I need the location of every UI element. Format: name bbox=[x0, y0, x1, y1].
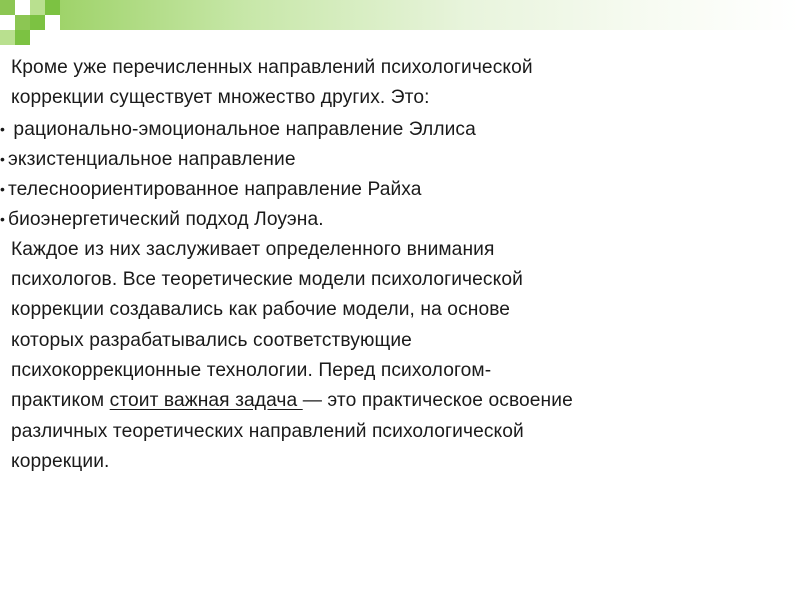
bullet-icon: • bbox=[0, 181, 6, 198]
body-line: коррекции. bbox=[11, 450, 110, 472]
deco-square bbox=[30, 15, 45, 30]
body-line: практиком стоит важная задача — это практическое освоение bbox=[11, 390, 573, 412]
list-item: • телесноориентированное направление Райха bbox=[0, 174, 800, 204]
bullet-icon: • bbox=[0, 120, 6, 137]
header-gradient-bar bbox=[60, 0, 800, 30]
body-line: психологов. Все теоретические модели психологической bbox=[11, 269, 523, 291]
list-item: • экзистенциальное направление bbox=[0, 144, 800, 174]
bullet-icon: • bbox=[0, 150, 6, 167]
decorative-checker-squares bbox=[0, 0, 80, 50]
deco-square bbox=[15, 30, 30, 45]
body-line: различных теоретических направлений психологической bbox=[11, 420, 524, 442]
deco-square bbox=[0, 30, 15, 45]
underlined-phrase: стоит важная задача bbox=[109, 390, 303, 412]
deco-square bbox=[15, 15, 30, 30]
list-item: • биоэнергетический подход Лоуэна. bbox=[0, 204, 800, 234]
deco-square bbox=[0, 0, 15, 15]
intro-line: коррекции существует множество других. Это: bbox=[11, 87, 430, 109]
deco-square bbox=[45, 0, 60, 15]
body-line: Каждое из них заслуживает определенного внимания bbox=[11, 238, 495, 260]
intro-line: Кроме уже перечисленных направлений психологической bbox=[11, 57, 533, 78]
bullet-icon: • bbox=[0, 211, 6, 228]
body-line: которых разрабатывались соответствующие bbox=[11, 329, 412, 351]
list-item: • рационально-эмоциональное направление Эллиса bbox=[0, 114, 800, 144]
deco-square bbox=[30, 0, 45, 15]
body-line: коррекции создавались как рабочие модели, на основе bbox=[11, 299, 511, 321]
slide-body-text bbox=[0, 53, 800, 477]
body-line: психокоррекционные технологии. Перед психологом- bbox=[11, 359, 492, 381]
